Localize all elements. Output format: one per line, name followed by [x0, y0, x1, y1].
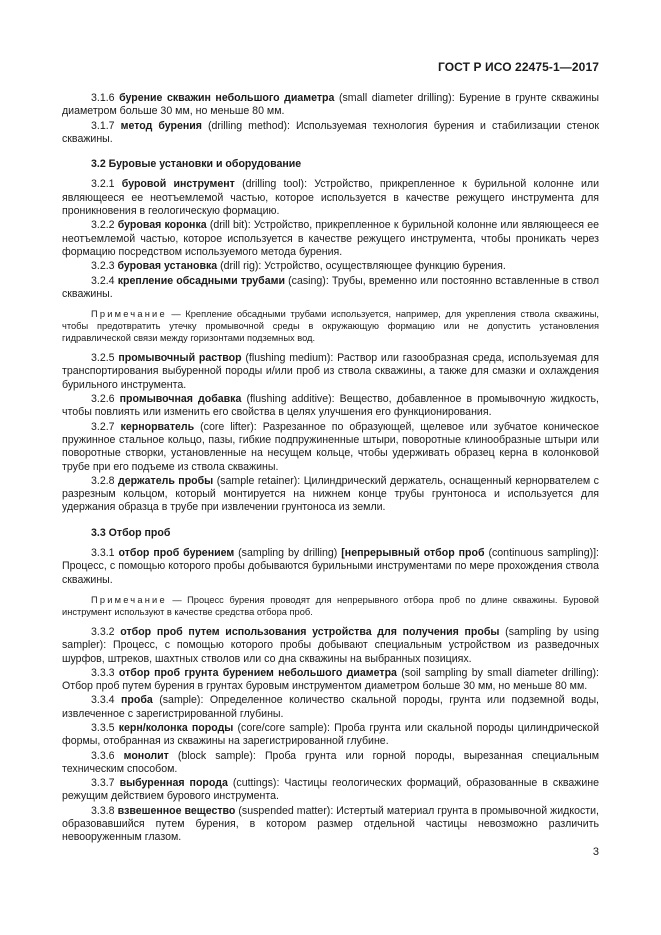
clause-number: 3.3.1	[91, 547, 115, 560]
definition-text: (sample): Определенное количество скальной породы, грунта или подземной воды, извлеченное с зарегистрированной глубины.	[62, 694, 600, 720]
clause-number: 3.3.6	[91, 749, 115, 762]
definition-text: (flushing additive): Вещество, добавленное в промывочную жидкость, чтобы повлиять или изменить его свойства в целях улучшения его функционирования.	[62, 393, 599, 419]
clause-number: 3.1.7	[91, 119, 115, 132]
term: держатель пробы	[118, 474, 214, 487]
term: отбор проб бурением	[118, 547, 235, 560]
definition-3-2-8	[62, 475, 599, 515]
definition-3-2-3	[62, 260, 599, 273]
definition-text: (core lifter): Разрезанное по образующей, щелевое или зубчатое коническое пружинное стальное кольцо, пазы, гибкие подпружиненные штыри, поворотные клинообразные штыри или поворотные створки, установленные на несущем кольце, чтобы удерживать образец керна в колонковой трубе при его подъеме из ствола скважины.	[62, 420, 599, 473]
section-heading-3-3: 3.3 Отбор проб	[91, 526, 171, 539]
definition-text: (soil sampling by small diameter drilling): Отбор проб путем бурения в грунтах буровым инструментом диаметром больше 30 мм, но меньше 80 мм.	[62, 666, 599, 693]
section-heading-3-2: 3.2 Буровые установки и оборудование	[91, 158, 302, 171]
clause-number: 3.3.5	[91, 721, 115, 734]
definition-text: (drilling tool): Устройство, прикрепленное к бурильной колонне или являющееся ее неотъемлемой частью, которое используется в качестве режущего инструмента для проникновения в геологическую формацию.	[62, 178, 599, 218]
definition-3-1-6	[62, 92, 599, 119]
clause-number: 3.3.4	[91, 694, 115, 707]
definition-text: (suspended matter): Истертый материал грунта в промывочной жидкости, образовавшийся путем бурения, в котором размер отдельной частицы невозможно различить невооруженным глазом.	[62, 804, 599, 844]
definition-text: (drill bit): Устройство, прикрепленное к бурильной колонне или являющееся ее неотъемлемой частью, которое используется в качестве режущего инструмента, чтобы проникать через формацию посредством используемого метода бурения.	[62, 219, 600, 258]
clause-number: 3.2.8	[91, 474, 115, 487]
term: бурение скважин небольшого диаметра	[119, 92, 335, 104]
clause-number: 3.2.7	[91, 420, 115, 433]
term: крепление обсадными трубами	[117, 274, 285, 287]
clause-number: 3.2.6	[91, 393, 115, 406]
definition-3-3-2	[62, 626, 599, 666]
term: кернорватель	[120, 420, 195, 433]
definition-3-3-1	[62, 547, 599, 587]
note-text: Крепление обсадными трубами используется, например, для укрепления ствола скважины, чтобы предотвратить утечку промывочной среды в окружающую формацию или не допустить установления гидравлической связи между горизонтами подземных вод.	[62, 309, 599, 344]
clause-number: 3.2.1	[91, 178, 115, 191]
definition-text: (block sample): Проба грунта или горной породы, вырезанная специальным техническим способом.	[62, 749, 599, 775]
term: выбуренная порода	[119, 777, 228, 790]
term: буровой инструмент	[121, 178, 235, 191]
definition-text: (casing): Трубы, временно или постоянно вставленные в ствол скважины.	[62, 274, 599, 300]
definition-3-2-6	[62, 393, 599, 420]
definition-3-1-7	[62, 120, 599, 147]
term: отбор проб путем использования устройства для получения пробы	[120, 625, 500, 638]
definition-3-3-6	[62, 750, 599, 777]
document-body	[62, 92, 599, 846]
term: проба	[121, 694, 153, 707]
clause-number: 3.2.3	[91, 260, 115, 273]
term: промывочная добавка	[119, 393, 242, 406]
term-synonym: [непрерывный отбор проб	[341, 547, 485, 560]
definition-3-3-7	[62, 777, 599, 804]
clause-number: 3.2.4	[91, 274, 115, 287]
term: монолит	[123, 749, 169, 762]
definition-text: (core/core sample): Проба грунта или скальной породы цилиндрической формы, отобранная из скважины на зарегистрированной глубине.	[62, 721, 599, 748]
clause-number: 3.2.5	[91, 352, 115, 365]
term: метод бурения	[120, 119, 202, 132]
note-text: Процесс бурения проводят для непрерывного отбора проб по длине скважины. Буровой инструмент используют в качестве средства отбора проб.	[62, 594, 599, 617]
definition-3-3-4	[62, 694, 599, 721]
term-english: (sampling by drilling)	[234, 547, 342, 560]
term: взвешенное вещество	[117, 804, 236, 817]
definition-3-3-8	[62, 805, 599, 845]
definition-text: (small diameter drilling): Бурение в грунте скважины диаметром больше 30 мм, но меньше 80 мм.	[62, 92, 599, 118]
note-label: Примечание	[91, 594, 167, 605]
definition-3-2-5	[62, 352, 599, 392]
definition-text: (drill rig): Устройство, осуществляющее функцию бурения.	[217, 260, 506, 273]
definition-3-2-1	[62, 178, 599, 218]
term: керн/колонка породы	[118, 721, 234, 734]
definition-text: (drilling method): Используемая технология бурения и стабилизации стенок скважины.	[62, 119, 599, 145]
definition-3-3-5	[62, 722, 599, 749]
clause-number: 3.3.3	[91, 666, 115, 679]
definition-3-2-4	[62, 275, 599, 302]
term: промывочный раствор	[118, 352, 242, 365]
definition-3-3-3	[62, 667, 599, 694]
clause-number: 3.3.8	[91, 804, 115, 817]
term: отбор проб грунта бурением небольшого диаметра	[118, 666, 397, 679]
clause-number: 3.1.6	[91, 92, 115, 104]
clause-number: 3.3.7	[91, 777, 115, 790]
definition-text: (cuttings): Частицы геологических формаций, образованные в скважине режущим действием бурового инструмента.	[62, 777, 599, 803]
document-header: ГОСТ Р ИСО 22475-1—2017	[437, 60, 599, 74]
note-dash: —	[166, 309, 186, 320]
clause-number: 3.3.2	[91, 625, 115, 638]
note-casing	[62, 308, 599, 344]
definition-text: (flushing medium): Раствор или газообразная среда, используемая для транспортирования выбуренной породы и/или проб из ствола скважины, а также для смазки и охлаждения бурильного инструмента.	[62, 352, 599, 391]
definition-3-2-7	[62, 421, 599, 474]
note-sampling	[62, 594, 599, 618]
definition-3-2-2	[62, 219, 599, 259]
clause-number: 3.2.2	[91, 219, 115, 232]
definition-text: (continuous sampling)]: Процесс, с помощью которого пробы добываются бурильными инструментами по мере прохождения ствола скважины.	[62, 547, 599, 586]
definition-text: (sampling by using sampler): Процесс, с помощью которого пробы добывают специальным устройством из разведочных шурфов, штреков, шахтных стволов или со дна скважины на выбранных позициях.	[62, 625, 599, 665]
page-number: 3	[592, 846, 599, 858]
definition-text: (sample retainer): Цилиндрический держатель, оснащенный кернорвателем с разрезным кольцом, который монтируется на нижнем конце трубы грунтоноса и используется для удержания образца в трубе при извлечении грунтоноса из земли.	[62, 474, 599, 514]
term: буровая коронка	[117, 219, 207, 232]
note-label: Примечание	[91, 309, 167, 320]
note-dash: —	[166, 594, 188, 605]
term: буровая установка	[117, 260, 218, 273]
